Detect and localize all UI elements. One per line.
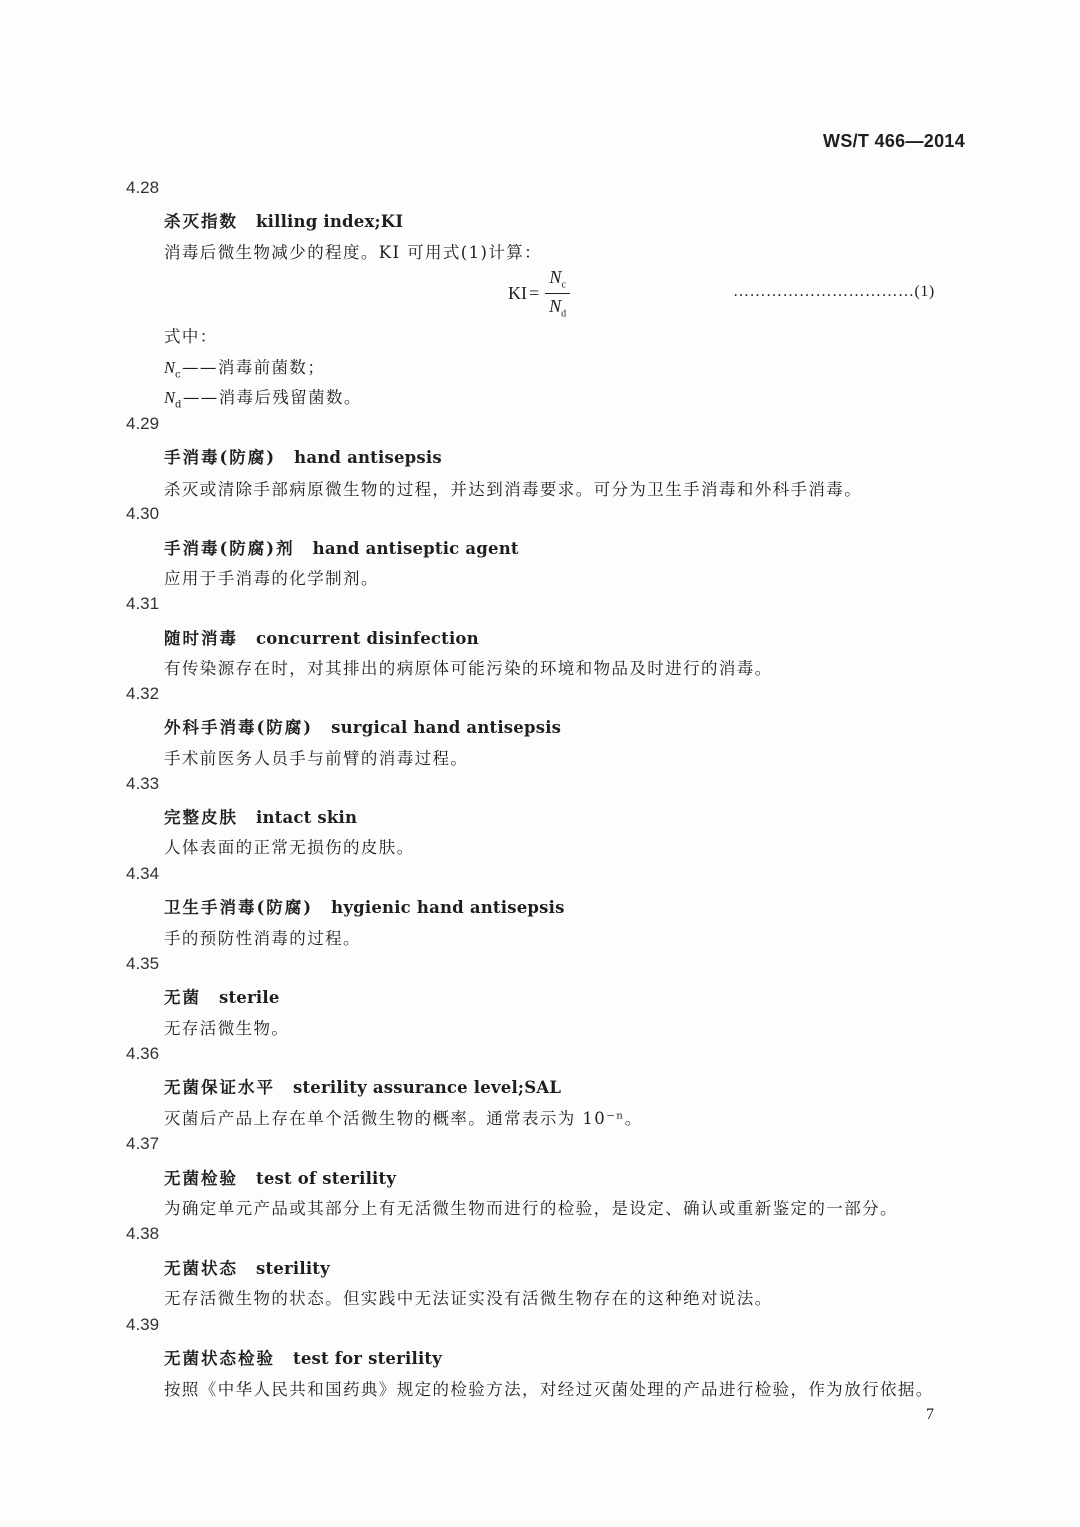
clause-number: 4.28 — [126, 178, 160, 197]
term-en: intact skin — [256, 808, 358, 827]
formula-fraction — [545, 267, 570, 319]
term-definition: 手术前医务人员手与前臂的消毒过程。 — [164, 749, 469, 768]
clause-number: 4.36 — [126, 1044, 160, 1063]
clause-number: 4.33 — [126, 774, 160, 793]
term-definition: 无存活微生物的状态。但实践中无法证实没有活微生物存在的这种绝对说法。 — [164, 1289, 773, 1308]
term-definition: 按照《中华人民共和国药典》规定的检验方法，对经过灭菌处理的产品进行检验，作为放行依据。 — [164, 1380, 934, 1399]
term-heading — [164, 894, 565, 918]
term-zh: 杀灭指数 — [164, 212, 238, 231]
term-zh: 无菌 — [164, 988, 201, 1007]
term-en: sterility assurance level;SAL — [293, 1078, 562, 1097]
term-zh: 卫生手消毒(防腐) — [164, 898, 314, 917]
term-zh: 无菌保证水平 — [164, 1078, 275, 1097]
term-en: hygienic hand antisepsis — [331, 898, 565, 917]
term-heading — [164, 1074, 561, 1098]
term-definition: 人体表面的正常无损伤的皮肤。 — [164, 838, 415, 857]
term-zh: 外科手消毒(防腐) — [164, 718, 314, 737]
term-en: sterile — [219, 988, 280, 1007]
fraction-denominator: $N_d$ — [545, 293, 570, 320]
term-heading — [164, 208, 403, 232]
term-en: hand antisepsis — [294, 448, 442, 467]
term-heading — [164, 625, 479, 649]
term-heading — [164, 1345, 442, 1369]
term-heading — [164, 1165, 396, 1189]
term-definition: 无存活微生物。 — [164, 1019, 290, 1038]
term-en: test for sterility — [293, 1349, 443, 1368]
formula — [508, 268, 570, 318]
term-heading — [164, 984, 280, 1008]
term-zh: 无菌状态检验 — [164, 1349, 275, 1368]
term-definition: 杀灭或清除手部病原微生物的过程，并达到消毒要求。可分为卫生手消毒和外科手消毒。 — [164, 480, 863, 499]
formula-lhs: KI — [508, 282, 527, 303]
fraction-numerator: $N_c$ — [549, 266, 566, 291]
clause-number: 4.32 — [126, 684, 160, 703]
variable-definition: $N_d——$消毒后残留菌数。 — [164, 388, 362, 411]
variable-definition: $N_c——$消毒前菌数； — [164, 358, 326, 381]
term-en: sterility — [256, 1259, 330, 1278]
equation-number: ……………………………(1) — [733, 283, 935, 300]
term-zh: 手消毒(防腐) — [164, 448, 277, 467]
term-definition: 灭菌后产品上存在单个活微生物的概率。通常表示为 10⁻ⁿ。 — [164, 1109, 643, 1128]
term-en: killing index;KI — [256, 212, 404, 231]
term-definition: 应用于手消毒的化学制剂。 — [164, 569, 379, 588]
term-zh: 无菌检验 — [164, 1169, 238, 1188]
term-zh: 手消毒(防腐)剂 — [164, 539, 295, 558]
term-zh: 完整皮肤 — [164, 808, 238, 827]
clause-number: 4.38 — [126, 1224, 160, 1243]
page-number: 7 — [926, 1406, 934, 1423]
clause-number: 4.35 — [126, 954, 160, 973]
term-heading — [164, 444, 442, 468]
clause-number: 4.30 — [126, 504, 160, 523]
clause-number: 4.39 — [126, 1315, 160, 1334]
term-zh: 随时消毒 — [164, 629, 238, 648]
term-definition: 手的预防性消毒的过程。 — [164, 929, 361, 948]
clause-number: 4.34 — [126, 864, 160, 883]
formula-eq: = — [529, 282, 540, 303]
clause-number: 4.31 — [126, 594, 160, 613]
term-heading — [164, 535, 519, 559]
term-en: test of sterility — [256, 1169, 397, 1188]
clause-number: 4.29 — [126, 414, 160, 433]
term-definition: 消毒后微生物减少的程度。KI 可用式(1)计算： — [164, 243, 543, 262]
term-heading — [164, 1255, 330, 1279]
term-definition: 有传染源存在时，对其排出的病原体可能污染的环境和物品及时进行的消毒。 — [164, 659, 773, 678]
document-id: WS/T 466—2014 — [823, 131, 965, 151]
term-en: surgical hand antisepsis — [331, 718, 562, 737]
term-en: concurrent disinfection — [256, 629, 479, 648]
term-zh: 无菌状态 — [164, 1259, 238, 1278]
term-heading — [164, 804, 357, 828]
clause-number: 4.37 — [126, 1134, 160, 1153]
term-en: hand antiseptic agent — [312, 539, 519, 558]
term-definition: 为确定单元产品或其部分上有无活微生物而进行的检验，是设定、确认或重新鉴定的一部分。 — [164, 1199, 898, 1218]
where-label: 式中： — [164, 327, 218, 346]
term-heading — [164, 714, 561, 738]
